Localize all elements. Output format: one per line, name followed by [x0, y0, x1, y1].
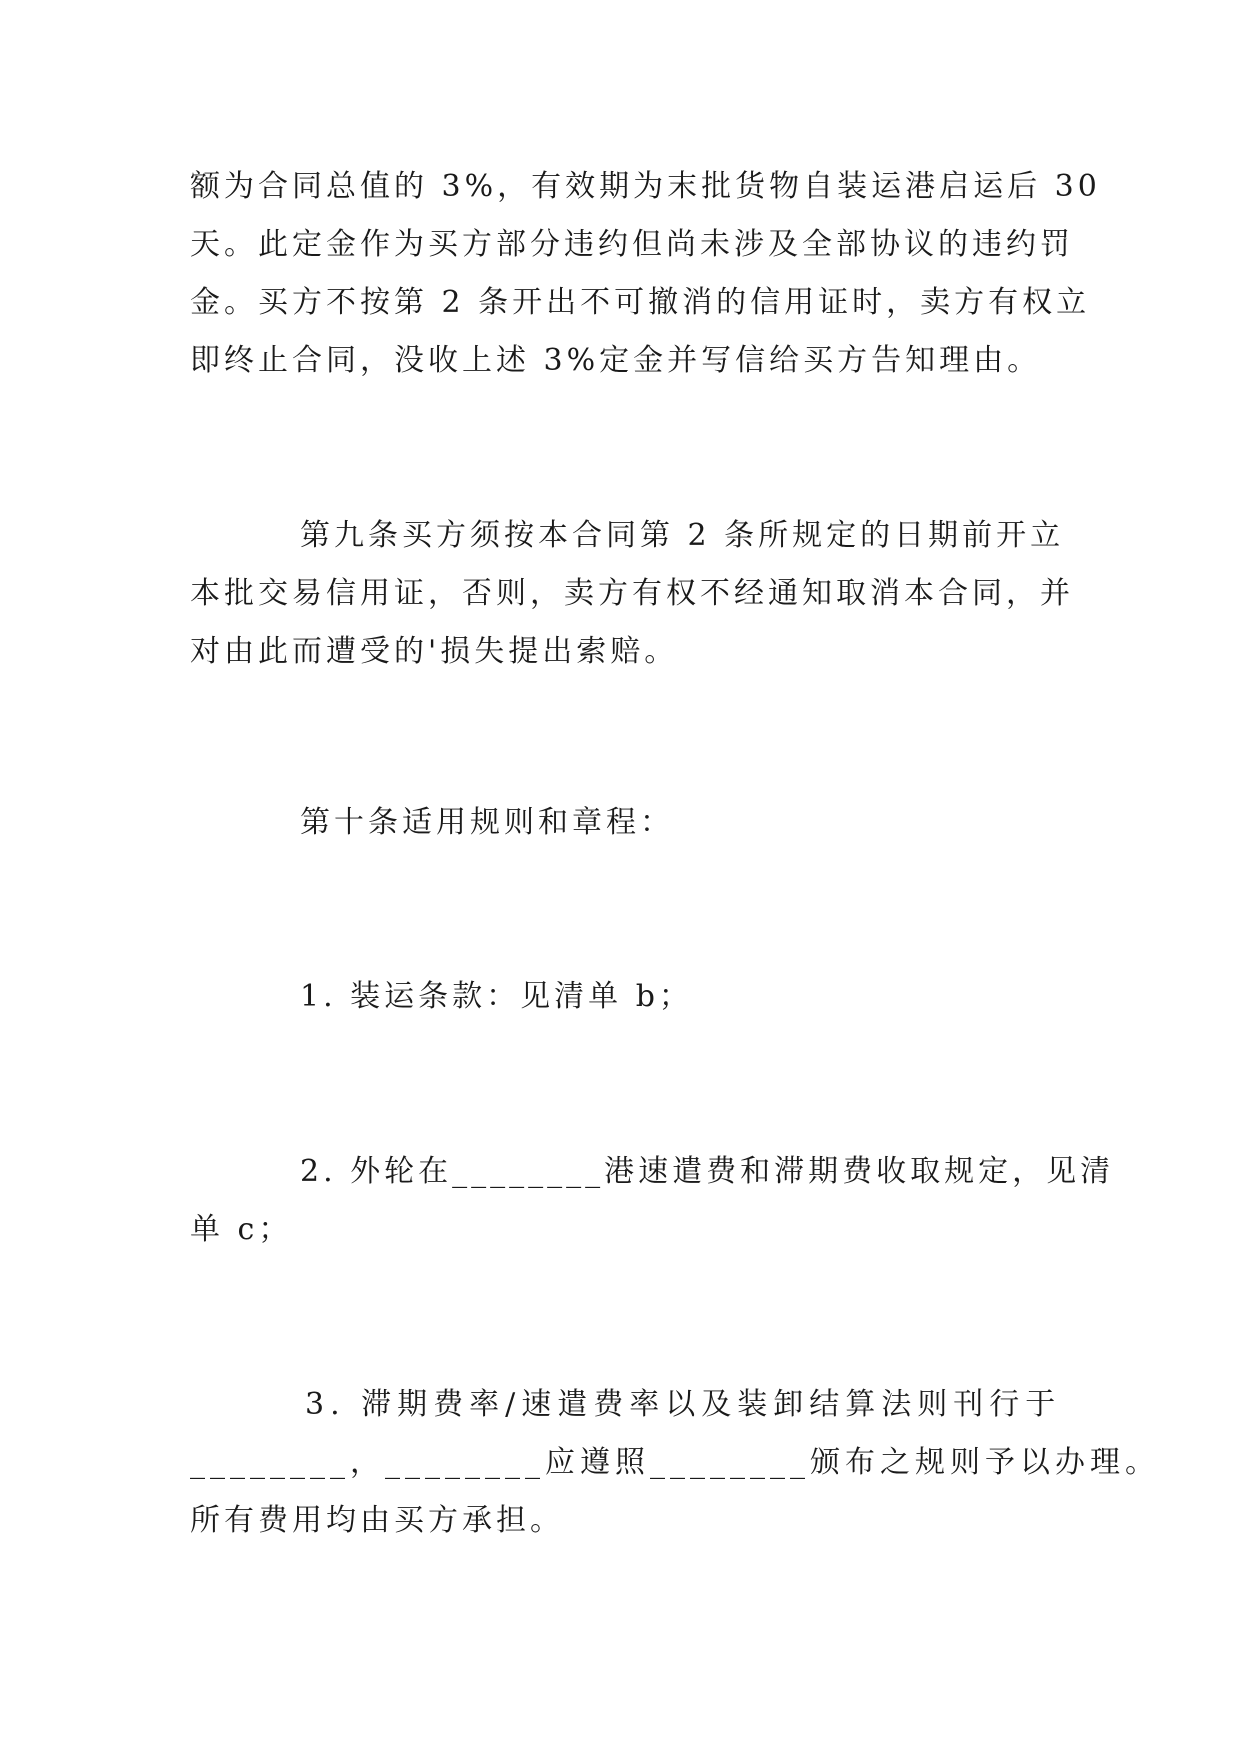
text-line: 单 c； — [190, 1212, 293, 1247]
text-line: 对由此而遭受的'损失提出索赔。 — [190, 634, 679, 669]
text-line: 2. 外轮在________港速遣费和滞期费收取规定，见清 — [300, 1154, 1115, 1189]
text-line: 1. 装运条款：见清单 b； — [300, 979, 693, 1014]
text-line: 3. 滞期费率/速遣费率以及装卸结算法则刊行于 — [305, 1387, 1062, 1422]
paragraph-deposit-clause — [190, 158, 1101, 390]
text-line: 金。买方不按第 2 条开出不可撤消的信用证时，卖方有权立 — [190, 285, 1091, 320]
text-line: ________，________应遵照________颁布之规则予以办理。 — [190, 1445, 1160, 1480]
paragraph-article-9 — [190, 507, 1074, 681]
paragraph-item-1 — [190, 968, 1050, 1026]
paragraph-item-3 — [190, 1376, 1160, 1550]
text-line: 即终止合同，没收上述 3%定金并写信给买方告知理由。 — [190, 343, 1042, 378]
text-line: 第九条买方须按本合同第 2 条所规定的日期前开立 — [300, 518, 1065, 553]
paragraph-item-2 — [190, 1143, 1115, 1259]
text-line: 额为合同总值的 3%，有效期为末批货物自装运港启运后 30 — [190, 169, 1101, 204]
text-line: 本批交易信用证，否则，卖方有权不经通知取消本合同，并 — [190, 576, 1074, 611]
text-line: 第十条适用规则和章程： — [300, 805, 674, 840]
text-line: 所有费用均由买方承担。 — [190, 1503, 564, 1538]
paragraph-article-10-heading — [190, 794, 1050, 852]
text-line: 天。此定金作为买方部分违约但尚未涉及全部协议的违约罚 — [190, 227, 1074, 262]
